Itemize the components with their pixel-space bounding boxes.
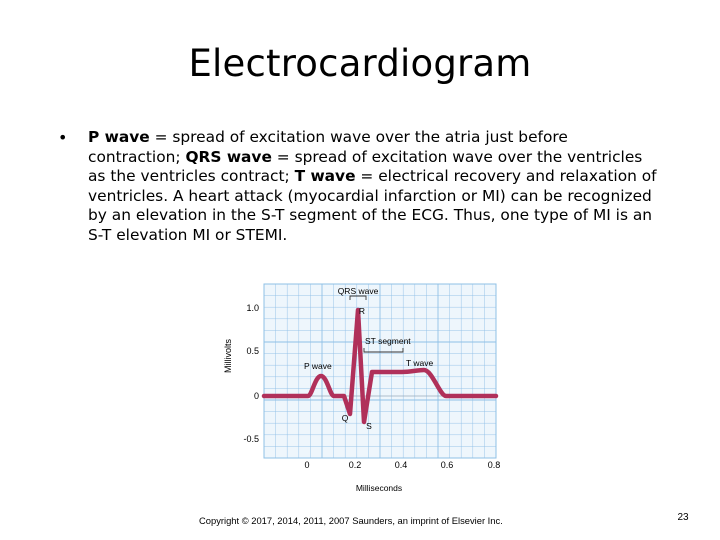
term-p-wave: P wave — [88, 128, 150, 146]
t-wave-label: T wave — [406, 358, 434, 368]
x-tick-label: 0.4 — [394, 460, 408, 470]
ecg-diagram — [214, 272, 514, 502]
bullet-marker: • — [58, 128, 68, 147]
page-number: 23 — [677, 512, 689, 523]
p-wave-label: P wave — [304, 361, 332, 371]
x-tick-label: 0.2 — [348, 460, 362, 470]
y-axis-label: Millivolts — [223, 338, 233, 374]
q-label: Q — [341, 413, 349, 423]
y-tick-label: 1.0 — [246, 303, 259, 313]
bullet-text — [88, 128, 658, 245]
desc-t-wave: = electrical recovery and relaxation of ventricles. A heart attack (myocardial infarction or MI) can be recognized by an elevation in the S-T segment of the ECG. Thus, one type of MI is an S-T elevation MI or STEMI. — [88, 167, 657, 244]
slide-title: Electrocardiogram — [188, 42, 532, 85]
r-label: R — [358, 306, 366, 316]
x-tick-label: 0 — [304, 460, 310, 470]
y-tick-label: 0.5 — [246, 346, 259, 356]
x-axis-label: Milliseconds — [355, 483, 403, 493]
st-segment-label: ST segment — [365, 336, 411, 346]
qrs-wave-label: QRS wave — [337, 286, 379, 296]
s-label: S — [366, 421, 372, 431]
x-tick-label: 0.6 — [440, 460, 454, 470]
y-tick-label: -0.5 — [243, 434, 259, 444]
term-qrs-wave: QRS wave — [185, 147, 272, 166]
ecg-figure — [214, 272, 514, 502]
term-t-wave: T wave — [294, 167, 356, 185]
desc-qrs-wave: = spread of excitation wave over the ventricles as the ventricles contract; — [88, 147, 643, 185]
x-tick-label: 0.8 — [487, 460, 501, 470]
copyright-notice: Copyright © 2017, 2014, 2011, 2007 Saunders, an imprint of Elsevier Inc. — [199, 515, 503, 526]
desc-p-wave: = spread of excitation wave over the atria just before contraction; — [88, 128, 568, 166]
y-tick-label: 0 — [253, 391, 259, 401]
